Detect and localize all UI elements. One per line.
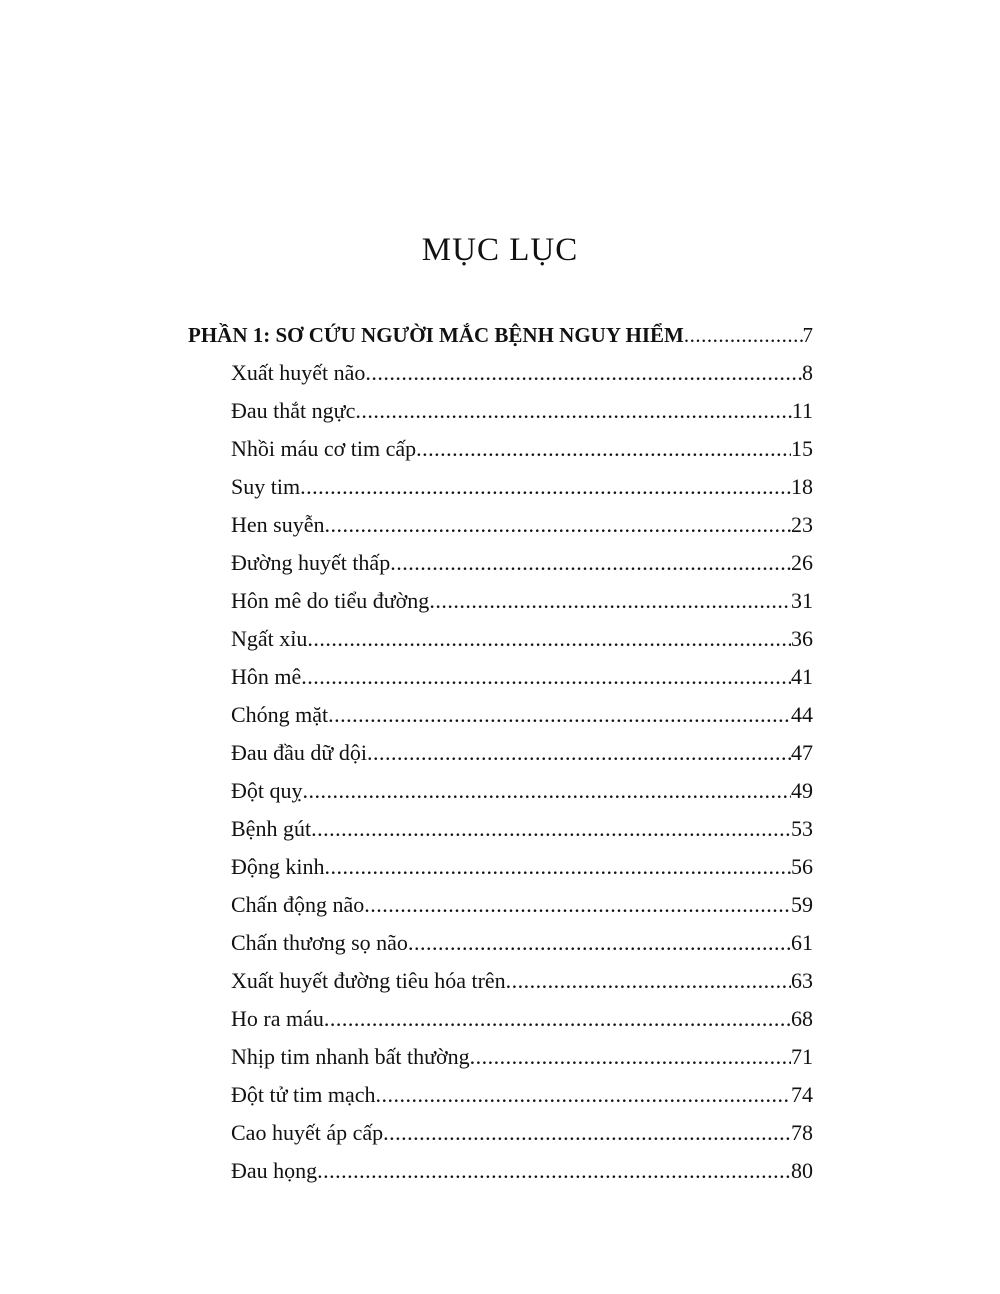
toc-entry: [188, 1000, 813, 1038]
toc-leader-dots: [429, 582, 791, 620]
toc-entry-page-number: 68: [791, 1006, 813, 1031]
toc-entry: [188, 468, 813, 506]
toc-entry: [188, 1114, 813, 1152]
toc-entry-page-number: 74: [791, 1082, 813, 1107]
toc-entry-label: Nhịp tim nhanh bất thường: [231, 1044, 470, 1069]
toc-entry-page-number: 18: [791, 474, 813, 499]
toc-entry-label: Chấn thương sọ não: [231, 930, 408, 955]
toc-entry-label: Nhồi máu cơ tim cấp: [231, 436, 417, 461]
toc-entry: [188, 886, 813, 924]
toc-leader-dots: [324, 506, 791, 544]
toc-entry-page-number: 36: [791, 626, 813, 651]
toc-entry-page-number: 56: [791, 854, 813, 879]
toc-entry-page-number: 23: [791, 512, 813, 537]
toc-leader-dots: [365, 354, 802, 392]
toc-leader-dots: [367, 734, 791, 772]
toc-entry: [188, 772, 813, 810]
toc-entry: [188, 430, 813, 468]
toc-entry-page-number: 78: [791, 1120, 813, 1145]
toc-leader-dots: [470, 1038, 791, 1076]
toc-leader-dots: [408, 924, 791, 962]
toc-entry: [188, 1152, 813, 1190]
toc-leader-dots: [383, 1114, 791, 1152]
toc-leader-dots: [364, 886, 791, 924]
toc-entry-label: Chóng mặt: [231, 702, 329, 727]
toc-leader-dots: [301, 658, 791, 696]
toc-entry: [188, 1076, 813, 1114]
toc-entry-page-number: 31: [791, 588, 813, 613]
toc-entry-label: Suy tim: [231, 474, 301, 499]
toc-leader-dots: [376, 1076, 791, 1114]
toc-leader-dots: [390, 544, 791, 582]
toc-entry: [188, 354, 813, 392]
toc-part-label: PHẦN 1: SƠ CỨU NGƯỜI MẮC BỆNH NGUY HIỂM: [188, 323, 684, 347]
toc-entry-page-number: 80: [791, 1158, 813, 1183]
toc-leader-dots: [307, 620, 791, 658]
toc-entry-label: Hen suyễn: [231, 512, 325, 537]
toc-entry-page-number: 49: [791, 778, 813, 803]
toc-entry-page-number: 8: [802, 360, 813, 385]
toc-entry: [188, 392, 813, 430]
toc-entry-page-number: 26: [791, 550, 813, 575]
toc-leader-dots: [684, 316, 803, 354]
toc-entry-label: Chấn động não: [231, 892, 365, 917]
toc-leader-dots: [303, 772, 792, 810]
toc-part-heading: [188, 316, 813, 354]
toc-entry-page-number: 11: [791, 398, 813, 423]
toc-entry: [188, 848, 813, 886]
toc-entry-page-number: 53: [791, 816, 813, 841]
toc-leader-dots: [324, 1000, 791, 1038]
toc-leader-dots: [311, 810, 791, 848]
toc-entry-label: Ho ra máu: [231, 1006, 324, 1031]
toc-leader-dots: [325, 848, 792, 886]
table-of-contents: [188, 316, 813, 1190]
toc-entry-label: Xuất huyết não: [231, 360, 366, 385]
toc-entry-label: Đường huyết thấp: [231, 550, 391, 575]
toc-entry-page-number: 41: [791, 664, 813, 689]
toc-entry-label: Đau thắt ngực: [231, 398, 356, 423]
toc-entry-label: Đột quỵ: [231, 778, 303, 803]
toc-leader-dots: [506, 962, 791, 1000]
page-title: MỤC LỤC: [421, 232, 579, 268]
toc-entry-label: Đau họng: [231, 1158, 318, 1183]
toc-part-page-number: 7: [802, 323, 813, 347]
toc-entry-label: Xuất huyết đường tiêu hóa trên: [231, 968, 506, 993]
toc-entry: [188, 962, 813, 1000]
toc-entry: [188, 582, 813, 620]
toc-entry: [188, 1038, 813, 1076]
toc-entry-label: Cao huyết áp cấp: [231, 1120, 384, 1145]
toc-entry: [188, 734, 813, 772]
toc-entry-page-number: 63: [791, 968, 813, 993]
toc-entry-label: Bệnh gút: [231, 816, 312, 841]
toc-entry-page-number: 61: [791, 930, 813, 955]
toc-entry: [188, 810, 813, 848]
toc-entry-page-number: 59: [791, 892, 813, 917]
toc-entry-page-number: 47: [791, 740, 813, 765]
toc-entry: [188, 658, 813, 696]
toc-entry: [188, 620, 813, 658]
toc-entry-label: Đột tử tim mạch: [231, 1082, 376, 1107]
toc-entry: [188, 506, 813, 544]
toc-entry-page-number: 15: [791, 436, 813, 461]
toc-leader-dots: [355, 392, 791, 430]
toc-entry-label: Đau đầu dữ dội: [231, 740, 367, 765]
toc-entry-label: Hôn mê do tiểu đường: [231, 588, 430, 613]
toc-entry: [188, 924, 813, 962]
toc-entry: [188, 696, 813, 734]
toc-entry-label: Động kinh: [231, 854, 325, 879]
toc-entry: [188, 544, 813, 582]
toc-leader-dots: [328, 696, 791, 734]
toc-leader-dots: [416, 430, 791, 468]
toc-leader-dots: [300, 468, 791, 506]
toc-entry-label: Hôn mê: [231, 664, 302, 689]
toc-entry-label: Ngất xỉu: [231, 626, 308, 651]
toc-entry-page-number: 71: [791, 1044, 813, 1069]
toc-leader-dots: [317, 1152, 791, 1190]
toc-entry-page-number: 44: [791, 702, 813, 727]
